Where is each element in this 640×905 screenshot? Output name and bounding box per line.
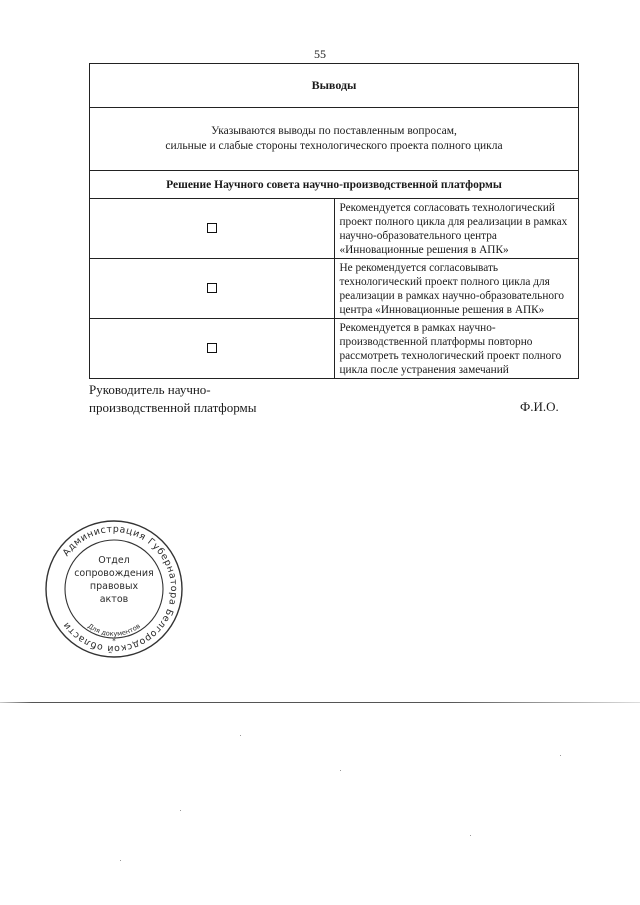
decision-option-row (90, 259, 579, 319)
stamp-bottom-text: Для документов (86, 622, 142, 638)
official-stamp (44, 519, 184, 659)
signer-title: Руководитель научно- производственной платформы (89, 382, 257, 415)
stamp-center-line: правовых (89, 581, 139, 592)
stamp-center-line: Отдел (98, 555, 130, 566)
review-table (89, 63, 579, 379)
conclusions-header: Выводы (90, 64, 579, 108)
scan-speck (240, 735, 241, 736)
page-number: 55 (314, 47, 326, 61)
stamp-star: * (112, 637, 116, 645)
decision-option-label: Рекомендуется согласовать технологический проект полного цикла для реализации в рамках научно-образовательного центра «Инновационные решения в АПК» (334, 199, 579, 259)
decision-option-label: Не рекомендуется согласовывать технологический проект полного цикла для реализации в рамках научно-образовательного центра «Инновационные решения в АПК» (334, 259, 579, 319)
stamp-ring-text: Администрация Губернатора Белгородской области (60, 523, 180, 655)
checkbox-cell (90, 319, 335, 379)
decision-header: Решение Научного совета научно-производственной платформы (90, 171, 579, 199)
stamp-center-line: сопровождения (74, 568, 154, 579)
scan-speck (340, 770, 341, 771)
checkbox-cell (90, 259, 335, 319)
conclusions-desc-line: сильные и слабые стороны технологического проекта полного цикла (165, 140, 503, 152)
decision-option-row (90, 199, 579, 259)
checkbox-icon[interactable] (207, 283, 217, 293)
horizontal-rule (0, 702, 640, 703)
checkbox-icon[interactable] (207, 343, 217, 353)
scan-speck (120, 860, 121, 861)
scan-speck (180, 810, 181, 811)
scan-speck (560, 755, 561, 756)
signer-name: Ф.И.О. (520, 399, 559, 414)
stamp-center-line: актов (99, 594, 129, 605)
conclusions-desc-line: Указываются выводы по поставленным вопросам, (211, 125, 457, 137)
conclusions-description (90, 108, 579, 171)
decision-option-row (90, 319, 579, 379)
scan-speck (470, 835, 471, 836)
checkbox-cell (90, 199, 335, 259)
checkbox-icon[interactable] (207, 223, 217, 233)
decision-option-label: Рекомендуется в рамках научно-производственной платформы повторно рассмотреть технологический проект полного цикла после устранения замечаний (334, 319, 579, 379)
